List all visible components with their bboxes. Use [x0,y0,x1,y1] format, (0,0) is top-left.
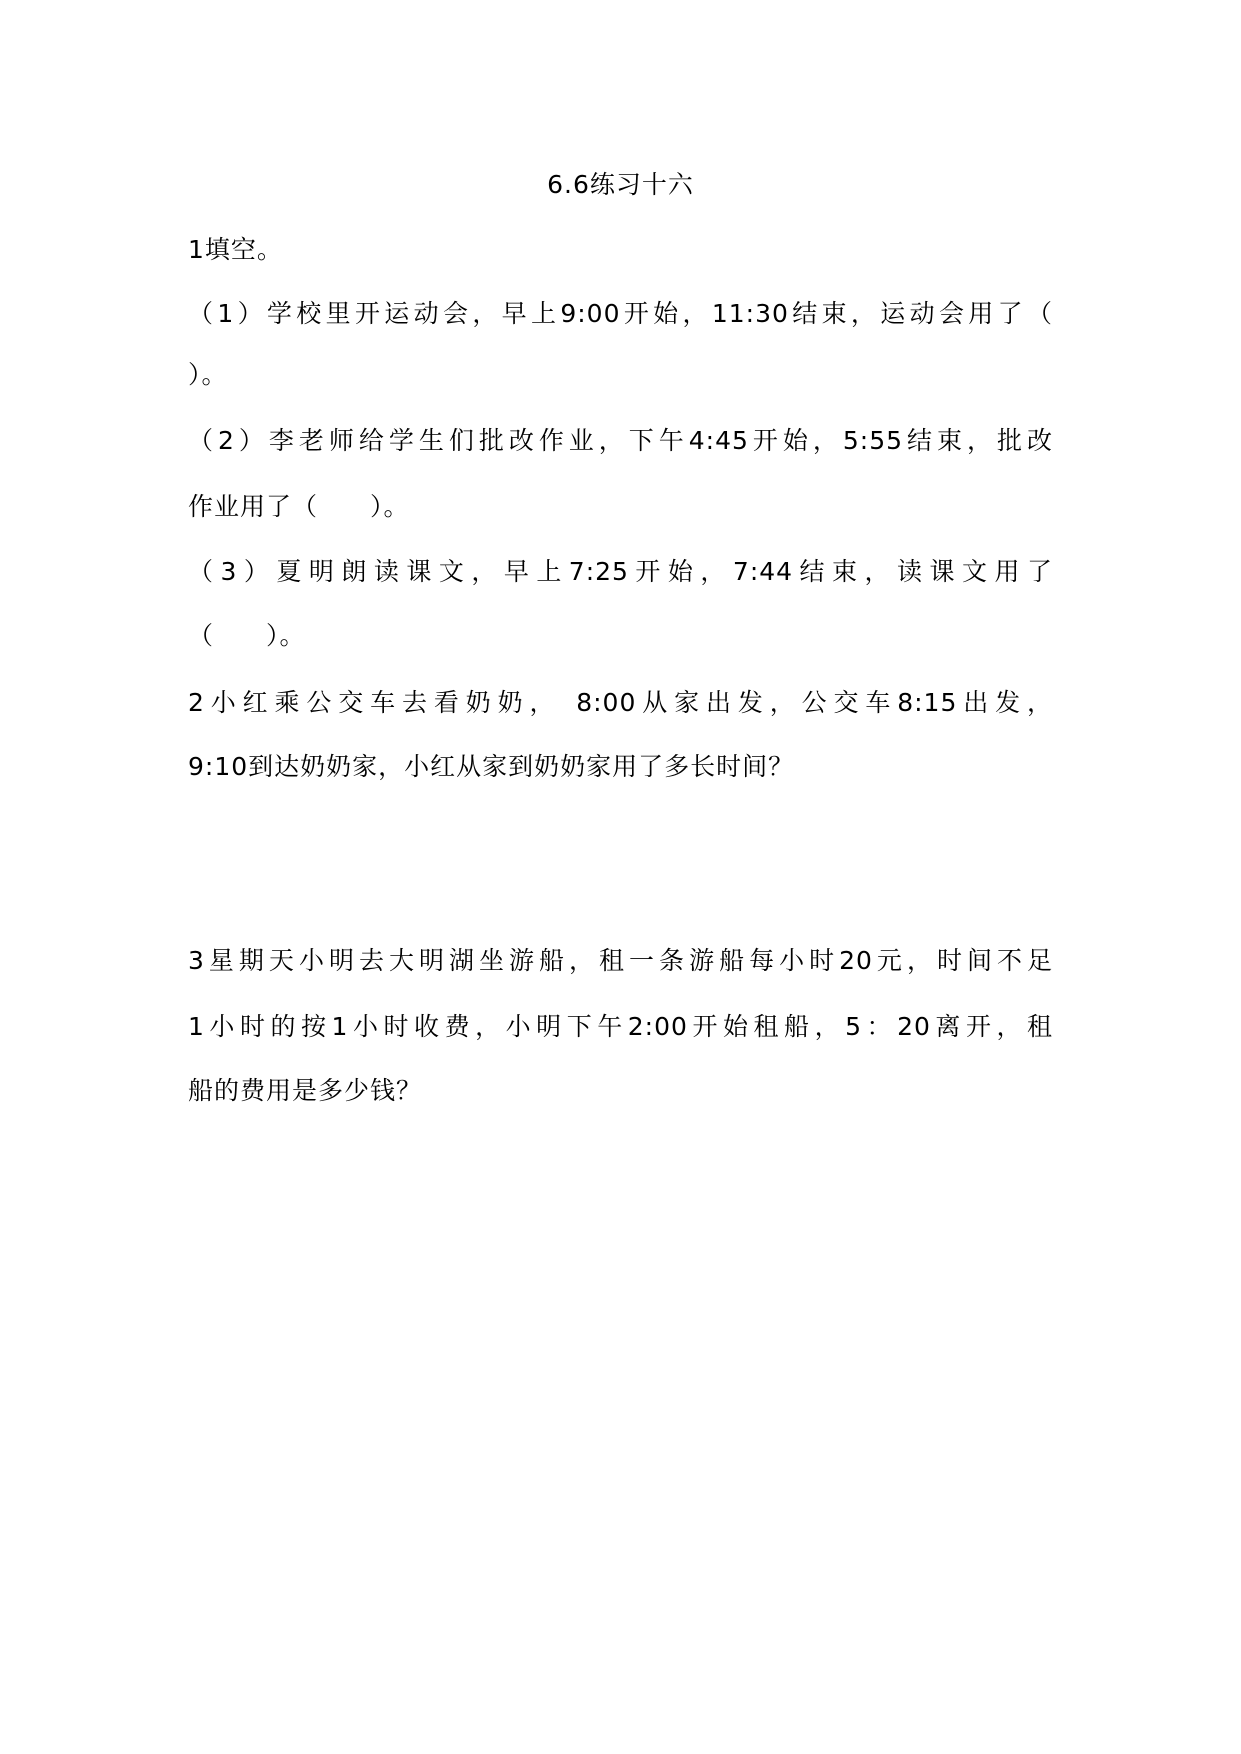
question-1-item-1-line-1: （1）学校里开运动会，早上9:00开始，11:30结束，运动会用了（ [188,299,1053,328]
question-3-line-2: 1小时的按1小时收费，小明下午2:00开始租船，5：20离开，租 [188,1012,1053,1041]
question-3-line-1: 3星期天小明去大明湖坐游船，租一条游船每小时20元，时间不足 [188,946,1053,975]
question-1-item-3-line-1: （3）夏明朗读课文，早上7:25开始，7:44结束，读课文用了 [188,557,1053,586]
question-3-line-3: 船的费用是多少钱？ [188,1076,423,1105]
question-2-line-1: 2小红乘公交车去看奶奶， 8:00从家出发，公交车8:15出发， [188,688,1053,717]
question-1-item-2-line-2: 作业用了（ ）。 [188,492,410,521]
page-title: 6.6练习十六 [547,170,694,199]
question-1-heading: 1填空。 [188,235,283,264]
question-1-item-2-line-1: （2）李老师给学生们批改作业，下午4:45开始，5:55结束，批改 [188,426,1053,455]
question-2-line-2: 9:10到达奶奶家，小红从家到奶奶家用了多长时间？ [188,752,795,781]
question-1-item-1-line-2: ）。 [188,360,228,389]
question-1-item-3-line-2: （ ）。 [188,621,306,650]
